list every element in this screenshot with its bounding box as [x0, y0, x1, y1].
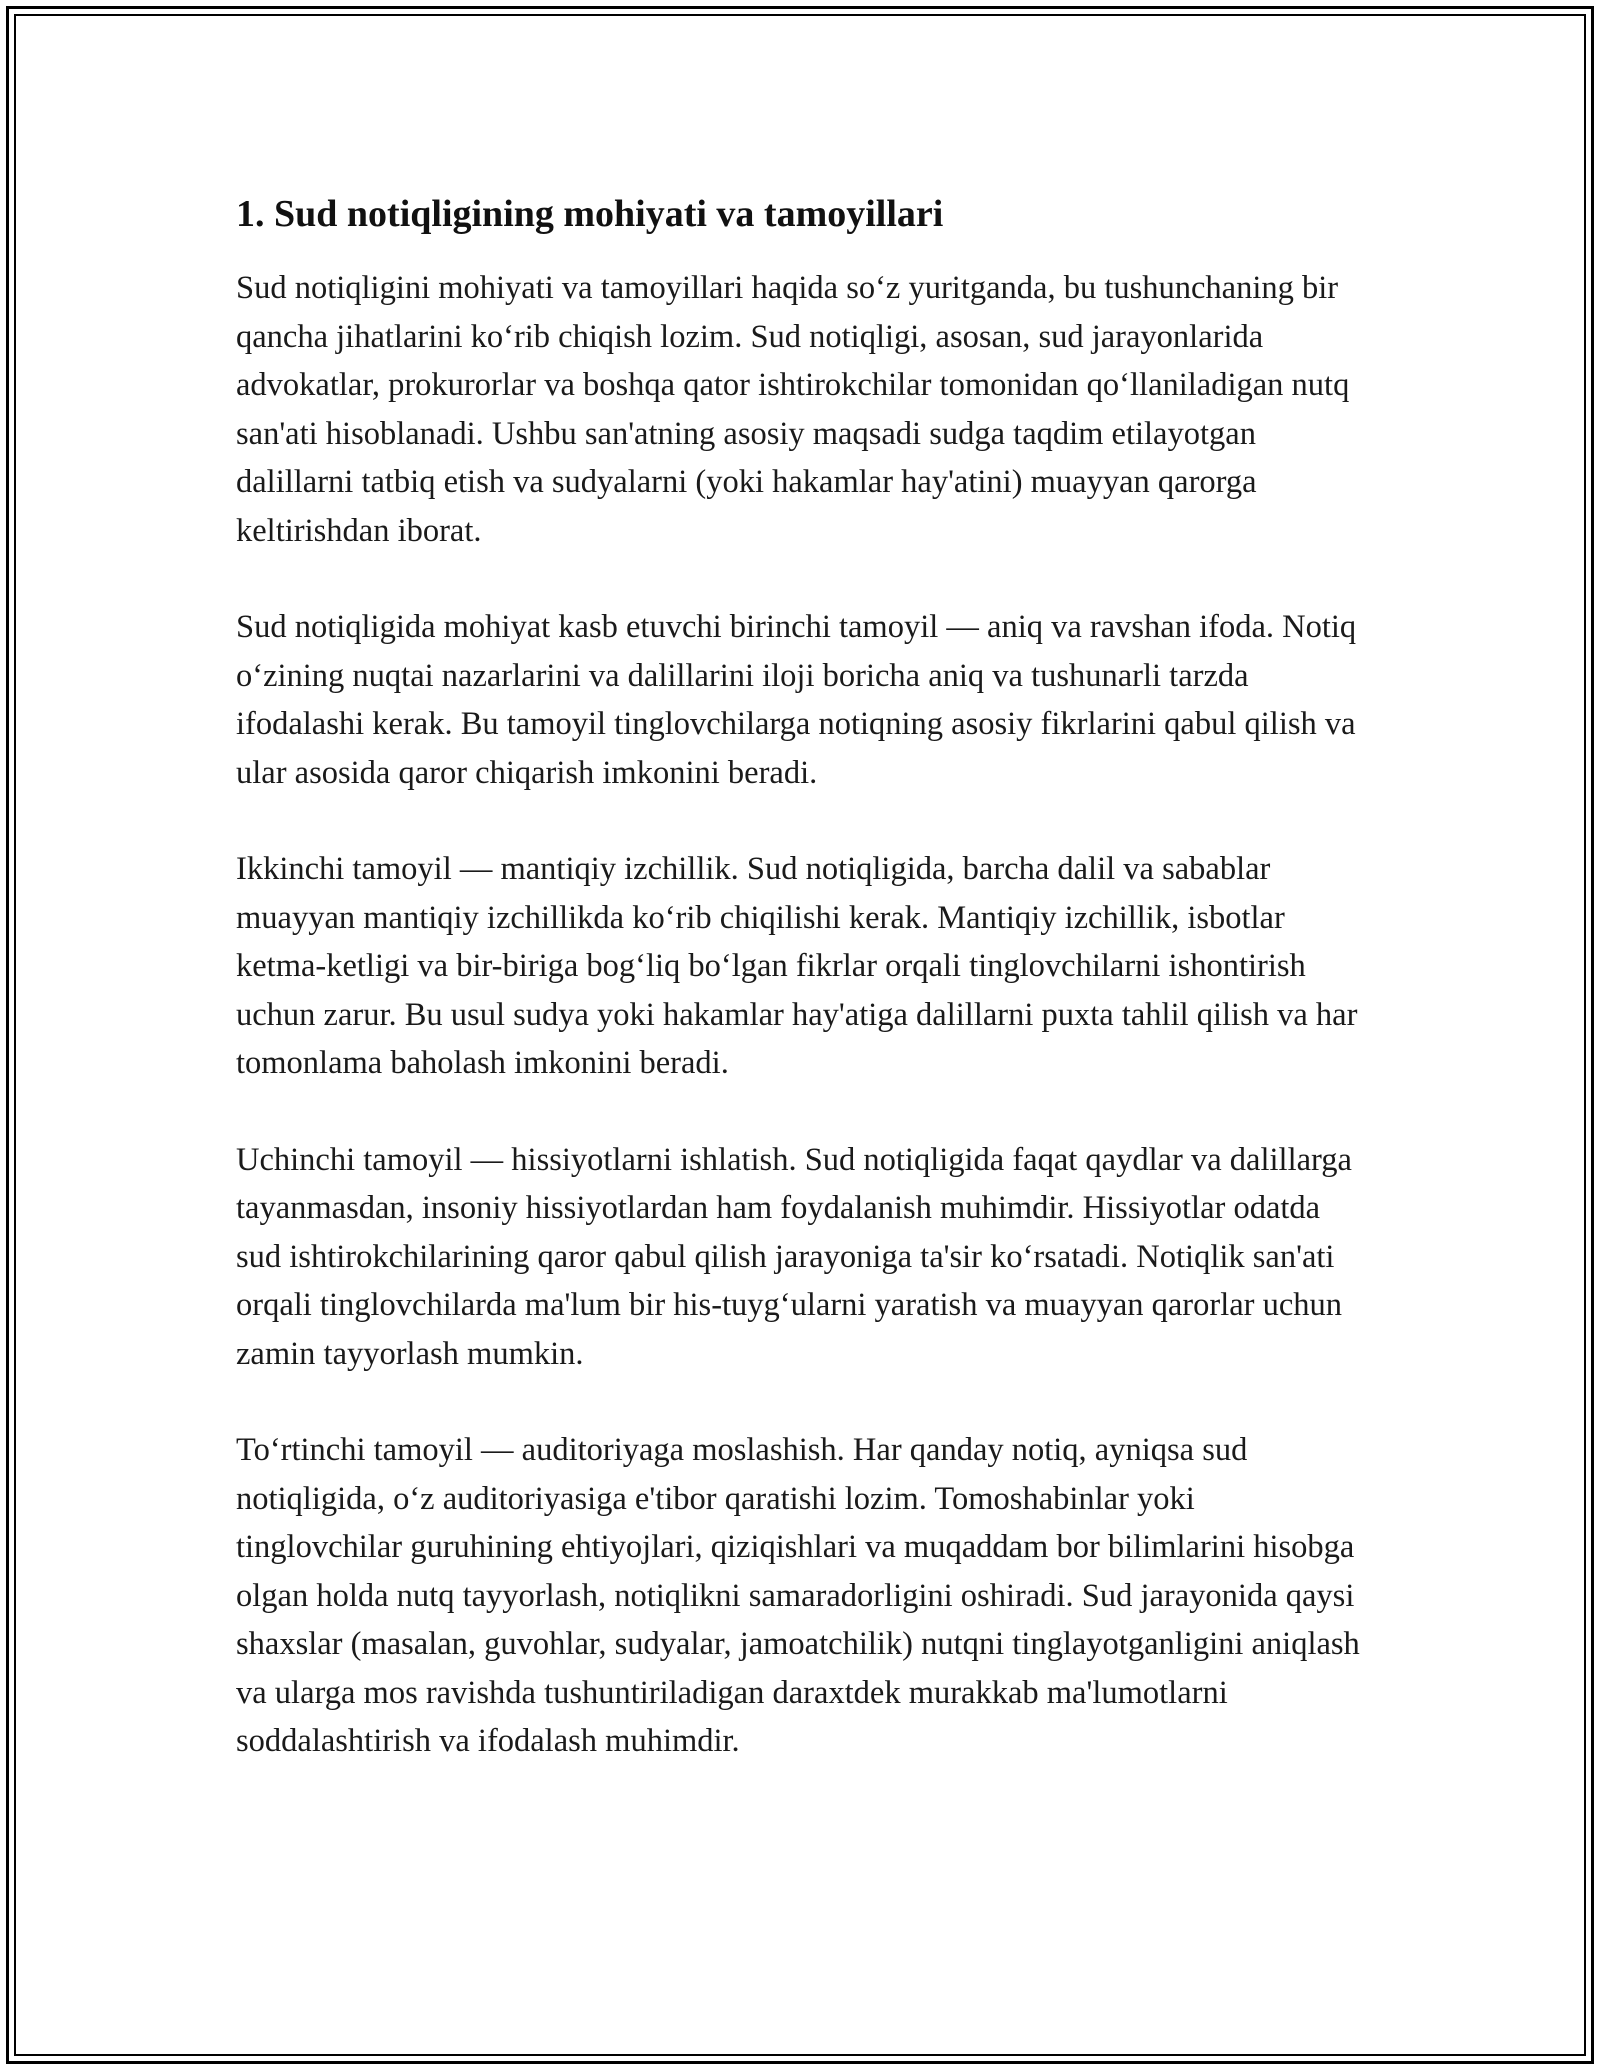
paragraph-introduction: Sud notiqligini mohiyati va tamoyillari haqida so‘z yuritganda, bu tushunchaning bir qancha jihatlarini ko‘rib chiqish lozim. Sud notiqligi, asosan, sud jarayonlarida advokatlar, prokurorlar va boshqa qator ishtirokchilar tomonidan qo‘llaniladigan nutq san'ati hisoblanadi. Ushbu san'atning asosiy maqsadi sudga taqdim etilayotgan dalillarni tatbiq etish va sudyalarni (yoki hakamlar hay'atini) muayyan qarorga keltirishdan iborat.	[236, 270, 1350, 549]
paragraph-fourth-principle: To‘rtinchi tamoyil — auditoriyaga moslashish. Har qanday notiq, ayniqsa sud notiqligida, o‘z auditoriyasiga e'tibor qaratishi lozim. Tomoshabinlar yoki tinglovchilar guruhining ehtiyojlari, qiziqishlari va muqaddam bor bilimlarini hisobga olgan holda nutq tayyorlash, notiqlikni samaradorligini oshiradi. Sud jarayonida qaysi shaxslar (masalan, guvohlar, sudyalar, jamoatchilik) nutqni tinglayotganligini aniqlash va ularga mos ravishda tushuntiriladigan daraxtdek murakkab ma'lumotlarni soddalashtirish va ifodalash muhimdir.	[236, 1432, 1360, 1759]
document-body	[236, 186, 1366, 1814]
paragraph-third-principle: Uchinchi tamoyil — hissiyotlarni ishlatish. Sud notiqligida faqat qaydlar va dalillarga tayanmasdan, insoniy hissiyotlardan ham foydalanish muhimdir. Hissiyotlar odatda sud ishtirokchilarining qaror qabul qilish jarayoniga ta'sir ko‘rsatadi. Notiqlik san'ati orqali tinglovchilarda ma'lum bir his-tuyg‘ularni yaratish va muayyan qarorlar uchun zamin tayyorlash mumkin.	[236, 1141, 1352, 1372]
paragraph-first-principle: Sud notiqligida mohiyat kasb etuvchi birinchi tamoyil — aniq va ravshan ifoda. Notiq o‘zining nuqtai nazarlarini va dalillarini iloji boricha aniq va tushunarli tarzda ifodalashi kerak. Bu tamoyil tinglovchilarga notiqning asosiy fikrlarini qabul qilish va ular asosida qaror chiqarish imkonini beradi.	[236, 609, 1357, 791]
paragraph-second-principle: Ikkinchi tamoyil — mantiqiy izchillik. Sud notiqligida, barcha dalil va sabablar muayyan mantiqiy izchillikda ko‘rib chiqilishi kerak. Mantiqiy izchillik, isbotlar ketma-ketligi va bir-biriga bog‘liq bo‘lgan fikrlar orqali tinglovchilarni ishontirish uchun zarur. Bu usul sudya yoki hakamlar hay'atiga dalillarni puxta tahlil qilish va har tomonlama baholash imkonini beradi.	[236, 851, 1358, 1081]
section-heading: 1. Sud notiqligining mohiyati va tamoyillari	[236, 193, 944, 235]
